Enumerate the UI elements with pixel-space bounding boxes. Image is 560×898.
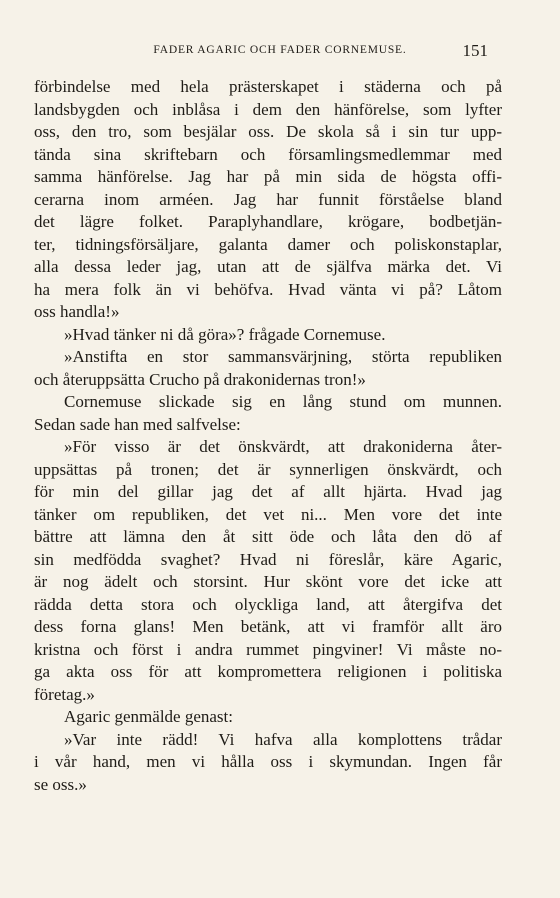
page-number: 151 <box>462 41 488 60</box>
text-line: se oss.» <box>34 774 87 794</box>
text-line: i vår hand, men vi hålla oss i skymundan. Ingen får <box>34 752 502 771</box>
text-line: ha mera folk än vi behöfva. Hvad vänta vi på? Låtom <box>34 279 502 299</box>
text-line: landsbygden och inblåsa i dem den hänförelse, som lyfter <box>34 99 502 119</box>
text-line: och återuppsätta Crucho på drakonidernas tron!» <box>34 369 366 389</box>
text-line: alla dessa leder jag, utan att de själfva märka det. Vi <box>34 257 502 276</box>
text-line: uppsättas på tronen; det är synnerligen önskvärdt, och <box>34 459 502 479</box>
text-line: dess forna glans! Men betänk, att vi framför allt äro <box>34 617 502 636</box>
text-line: förbindelse med hela prästerskapet i städerna och på <box>34 77 502 96</box>
text-line: är nog ädelt och storsint. Hur skönt vore det icke att <box>34 572 502 591</box>
text-line: företag.» <box>34 684 95 704</box>
text-line: Agaric genmälde genast: <box>64 707 233 726</box>
text-line: bättre att lämna den åt sitt öde och låta den dö af <box>34 527 502 546</box>
text-line: Cornemuse slickade sig en lång stund om munnen. <box>64 392 502 411</box>
text-line: tänker om republiken, det vet ni... Men vore det inte <box>34 504 502 524</box>
text-line: sin medfödda svaghet? Hvad ni föreslår, käre Agaric, <box>34 549 502 569</box>
text-line: samma hänförelse. Jag har på min sida de högsta offi- <box>34 167 502 186</box>
body-text <box>34 76 502 796</box>
text-line: »Anstifta en stor sammansvärjning, störta republiken <box>64 347 502 366</box>
running-title: FADER AGARIC OCH FADER CORNEMUSE. <box>153 44 407 56</box>
text-line: rädda detta stora och olyckliga land, att återgifva det <box>34 594 502 614</box>
text-line: cerarna inom arméen. Jag har funnit förståelse bland <box>34 189 502 209</box>
text-line: ter, tidningsförsäljare, galanta damer och poliskonstaplar, <box>34 234 502 254</box>
text-line: det lägre folket. Paraplyhandlare, krögare, bodbetjän- <box>34 212 502 231</box>
text-line: ga akta oss för att kompromettera religionen i politiska <box>34 662 502 681</box>
text-line: tända sina skriftebarn och församlingsmedlemmar med <box>34 144 502 164</box>
text-line: för min del gillar jag det af allt hjärta. Hvad jag <box>34 482 502 501</box>
text-line: »För visso är det önskvärdt, att drakoniderna åter- <box>64 437 502 456</box>
page-header <box>0 41 560 66</box>
text-line: »Hvad tänker ni då göra»? frågade Cornemuse. <box>64 324 386 344</box>
text-line: »Var inte rädd! Vi hafva alla komplottens trådar <box>64 729 502 749</box>
text-line: oss, den tro, som besjälar oss. De skola så i sin tur upp- <box>34 122 502 141</box>
text-line: oss handla!» <box>34 302 120 321</box>
text-line: Sedan sade han med salfvelse: <box>34 414 241 434</box>
text-line: kristna och först i andra rummet pingviner! Vi måste no- <box>34 639 502 659</box>
